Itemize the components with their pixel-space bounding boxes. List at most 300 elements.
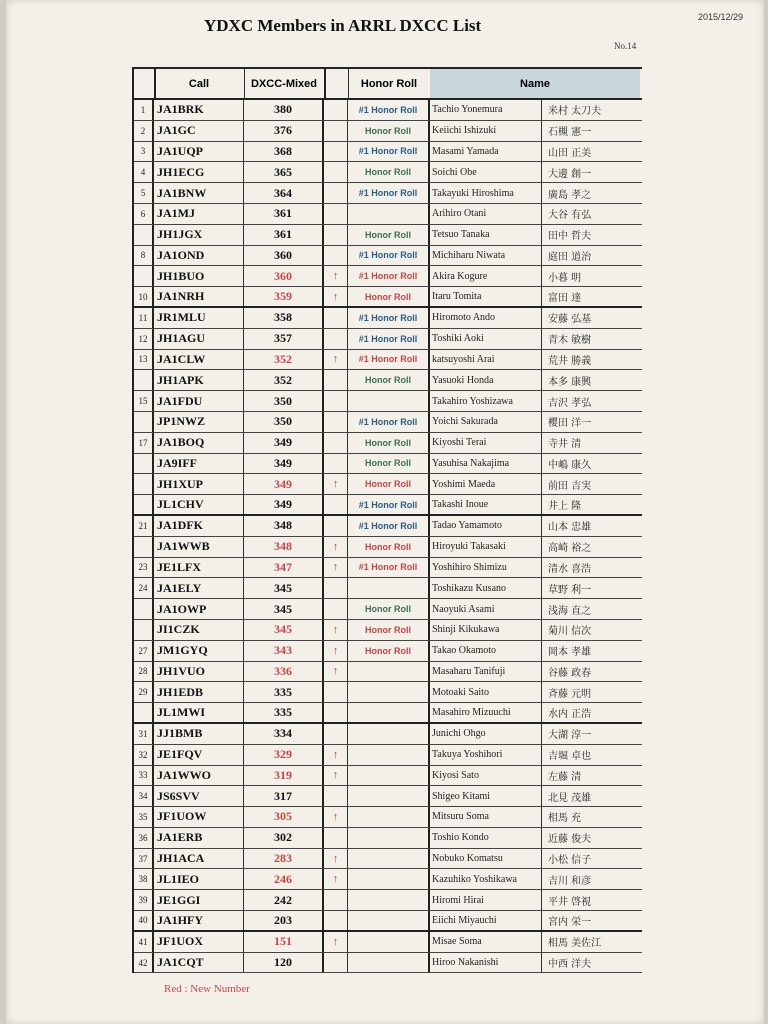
name-en-cell: Akira Kogure (430, 266, 542, 286)
name-en-cell: Itaru Tomita (430, 287, 542, 306)
name-en-cell: Kiyoshi Terai (430, 433, 542, 453)
dxcc-count-cell: 368 (244, 142, 324, 162)
name-jp-cell: 斉藤 元明 (548, 688, 592, 700)
new-arrow-cell: ↑ (324, 641, 348, 661)
table-row (134, 766, 642, 787)
table-row (134, 558, 642, 579)
name-en-cell: Masaharu Tanifuji (430, 662, 542, 682)
table-row (134, 911, 642, 932)
new-arrow-cell (324, 890, 348, 910)
table-row (134, 662, 642, 683)
new-arrow-cell (324, 599, 348, 619)
name-en-cell: Takashi Inoue (430, 495, 542, 514)
table-row (134, 724, 642, 745)
honor-roll-cell (348, 204, 430, 224)
rank-cell: 29 (134, 682, 154, 702)
dxcc-count-cell: 350 (244, 391, 324, 411)
table-row (134, 454, 642, 475)
table-row (134, 225, 642, 246)
dxcc-count-cell: 365 (244, 162, 324, 182)
name-en-cell: Toshiki Aoki (430, 329, 542, 349)
name-en-cell: Shinji Kikukawa (430, 620, 542, 640)
honor-roll-cell: #1 Honor Roll (348, 100, 430, 120)
honor-roll-cell (348, 828, 430, 848)
rank-cell (134, 599, 154, 619)
dxcc-count-cell: 345 (244, 599, 324, 619)
name-jp-cell: 山本 忠雄 (548, 522, 592, 534)
rank-cell: 35 (134, 807, 154, 827)
table-row (134, 204, 642, 225)
table-row (134, 516, 642, 537)
name-jp-cell: 井上 隆 (548, 501, 582, 513)
name-jp-cell: 庭田 道治 (548, 251, 592, 263)
honor-roll-cell: Honor Roll (348, 599, 430, 619)
table-row (134, 142, 642, 163)
callsign-cell: JR1MLU (154, 308, 244, 328)
new-arrow-cell: ↑ (324, 537, 348, 557)
table-body (134, 100, 642, 973)
rank-cell: 12 (134, 329, 154, 349)
name-en-cell: Yoichi Sakurada (430, 412, 542, 432)
table-row (134, 849, 642, 870)
name-en-cell: Mitsuru Soma (430, 807, 542, 827)
callsign-cell: JE1GGI (154, 890, 244, 910)
callsign-cell: JH1EDB (154, 682, 244, 702)
name-en-cell: Misae Soma (430, 932, 542, 952)
table-row (134, 953, 642, 974)
honor-roll-cell: #1 Honor Roll (348, 495, 430, 514)
callsign-cell: JA1DFK (154, 516, 244, 536)
new-arrow-cell (324, 911, 348, 930)
name-jp-cell: 本多 康興 (548, 376, 592, 388)
rank-cell: 42 (134, 953, 154, 973)
rank-cell: 1 (134, 100, 154, 120)
honor-roll-cell (348, 391, 430, 411)
honor-roll-cell: #1 Honor Roll (348, 308, 430, 328)
rank-cell: 40 (134, 911, 154, 930)
callsign-cell: JH1XUP (154, 474, 244, 494)
dxcc-count-cell: 120 (244, 953, 324, 973)
new-arrow-cell (324, 828, 348, 848)
rank-cell: 17 (134, 433, 154, 453)
dxcc-count-cell: 348 (244, 516, 324, 536)
callsign-cell: JA1CLW (154, 350, 244, 370)
document-page (6, 0, 764, 1024)
table-row (134, 329, 642, 350)
callsign-cell: JH1JGX (154, 225, 244, 245)
name-jp-cell: 浅海 直之 (548, 605, 592, 617)
name-en-cell: Kiyosi Sato (430, 766, 542, 786)
dxcc-count-cell: 348 (244, 537, 324, 557)
callsign-cell: JA1BNW (154, 183, 244, 203)
new-arrow-cell: ↑ (324, 620, 348, 640)
dxcc-count-cell: 336 (244, 662, 324, 682)
callsign-cell: JA1UQP (154, 142, 244, 162)
new-arrow-cell: ↑ (324, 474, 348, 494)
table-row (134, 786, 642, 807)
name-en-cell: Arihiro Otani (430, 204, 542, 224)
rank-cell: 39 (134, 890, 154, 910)
rank-cell: 38 (134, 869, 154, 889)
name-jp-cell: 相馬 充 (548, 813, 582, 825)
new-arrow-cell (324, 578, 348, 598)
callsign-cell: JA1GC (154, 121, 244, 141)
honor-roll-cell: #1 Honor Roll (348, 350, 430, 370)
name-jp-cell: 吉沢 孝弘 (548, 397, 592, 409)
name-jp-cell: 宮内 栄一 (548, 916, 592, 928)
callsign-cell: JA1CQT (154, 953, 244, 973)
new-arrow-cell (324, 516, 348, 536)
new-arrow-cell (324, 183, 348, 203)
name-jp-cell: 山田 正美 (548, 147, 592, 159)
new-arrow-cell (324, 953, 348, 973)
name-en-cell: Tachio Yonemura (430, 100, 542, 120)
name-en-cell: Takao Okamoto (430, 641, 542, 661)
callsign-cell: JI1CZK (154, 620, 244, 640)
name-jp-cell: 櫻田 洋一 (548, 418, 592, 430)
dxcc-count-cell: 357 (244, 329, 324, 349)
new-arrow-cell (324, 329, 348, 349)
table-row (134, 391, 642, 412)
honor-roll-cell: #1 Honor Roll (348, 558, 430, 578)
callsign-cell: JA9IFF (154, 454, 244, 474)
rank-cell: 36 (134, 828, 154, 848)
table-row (134, 100, 642, 121)
new-arrow-cell: ↑ (324, 807, 348, 827)
rank-cell: 27 (134, 641, 154, 661)
new-arrow-cell (324, 162, 348, 182)
new-arrow-cell: ↑ (324, 350, 348, 370)
table-header (134, 69, 642, 100)
new-arrow-cell: ↑ (324, 932, 348, 952)
callsign-cell: JA1ELY (154, 578, 244, 598)
new-arrow-cell (324, 121, 348, 141)
name-en-cell: Tadao Yamamoto (430, 516, 542, 536)
name-en-cell: Junichi Ohgo (430, 724, 542, 744)
table-row (134, 162, 642, 183)
new-arrow-cell (324, 204, 348, 224)
honor-roll-cell (348, 807, 430, 827)
dxcc-count-cell: 360 (244, 246, 324, 266)
new-arrow-cell: ↑ (324, 849, 348, 869)
new-arrow-cell (324, 433, 348, 453)
name-en-cell: Toshio Kondo (430, 828, 542, 848)
name-jp-cell: 北見 茂雄 (548, 792, 592, 804)
honor-roll-cell: Honor Roll (348, 537, 430, 557)
new-arrow-cell (324, 100, 348, 120)
callsign-cell: JA1HFY (154, 911, 244, 930)
callsign-cell: JA1FDU (154, 391, 244, 411)
header-dxcc: DXCC-Mixed (244, 69, 326, 98)
table-row (134, 287, 642, 308)
new-arrow-cell (324, 246, 348, 266)
table-row (134, 828, 642, 849)
new-arrow-cell: ↑ (324, 558, 348, 578)
name-jp-cell: 富田 達 (548, 293, 582, 305)
sheet-number: No.14 (614, 41, 637, 51)
honor-roll-cell: #1 Honor Roll (348, 516, 430, 536)
callsign-cell: JM1GYQ (154, 641, 244, 661)
table-row (134, 183, 642, 204)
name-en-cell: Tetsuo Tanaka (430, 225, 542, 245)
honor-roll-cell: Honor Roll (348, 433, 430, 453)
honor-roll-cell: #1 Honor Roll (348, 183, 430, 203)
table-row (134, 537, 642, 558)
rank-cell: 8 (134, 246, 154, 266)
callsign-cell: JF1UOX (154, 932, 244, 952)
name-en-cell: Takahiro Yoshizawa (430, 391, 542, 411)
honor-roll-cell: Honor Roll (348, 225, 430, 245)
callsign-cell: JA1OND (154, 246, 244, 266)
name-jp-cell: 寺井 清 (548, 439, 582, 451)
dxcc-count-cell: 358 (244, 308, 324, 328)
name-jp-cell: 大邊 創一 (548, 168, 592, 180)
name-en-cell: Soichi Obe (430, 162, 542, 182)
print-date: 2015/12/29 (698, 12, 744, 22)
new-arrow-cell (324, 682, 348, 702)
callsign-cell: JH1VUO (154, 662, 244, 682)
honor-roll-cell: Honor Roll (348, 370, 430, 390)
name-en-cell: katsuyoshi Arai (430, 350, 542, 370)
dxcc-count-cell: 335 (244, 703, 324, 722)
name-jp-cell: 水内 正浩 (548, 709, 592, 720)
dxcc-count-cell: 345 (244, 620, 324, 640)
rank-cell: 4 (134, 162, 154, 182)
honor-roll-cell (348, 745, 430, 765)
name-jp-cell: 左藤 清 (548, 771, 582, 783)
table-row (134, 246, 642, 267)
rank-cell: 32 (134, 745, 154, 765)
honor-roll-cell (348, 890, 430, 910)
dxcc-count-cell: 246 (244, 869, 324, 889)
name-en-cell: Nobuko Komatsu (430, 849, 542, 869)
rank-cell: 10 (134, 287, 154, 306)
new-arrow-cell: ↑ (324, 287, 348, 306)
table-row (134, 474, 642, 495)
callsign-cell: JA1WWB (154, 537, 244, 557)
rank-cell: 37 (134, 849, 154, 869)
name-jp-cell: 前田 吉実 (548, 480, 592, 492)
new-arrow-cell (324, 225, 348, 245)
honor-roll-cell: Honor Roll (348, 641, 430, 661)
page-title: YDXC Members in ARRL DXCC List (204, 16, 482, 35)
new-arrow-cell: ↑ (324, 266, 348, 286)
new-arrow-cell: ↑ (324, 869, 348, 889)
name-jp-cell: 荒井 勝義 (548, 355, 592, 367)
callsign-cell: JH1APK (154, 370, 244, 390)
rank-cell (134, 266, 154, 286)
callsign-cell: JA1NRH (154, 287, 244, 306)
new-arrow-cell (324, 308, 348, 328)
header-arrow (324, 69, 349, 98)
dxcc-count-cell: 360 (244, 266, 324, 286)
name-jp-cell: 中西 洋夫 (548, 959, 592, 971)
honor-roll-cell (348, 578, 430, 598)
rank-cell: 23 (134, 558, 154, 578)
name-jp-cell: 吉川 和彦 (548, 875, 592, 887)
dxcc-count-cell: 359 (244, 287, 324, 306)
rank-cell: 28 (134, 662, 154, 682)
name-en-cell: Toshikazu Kusano (430, 578, 542, 598)
members-table (132, 67, 642, 973)
dxcc-count-cell: 319 (244, 766, 324, 786)
callsign-cell: JF1UOW (154, 807, 244, 827)
honor-roll-cell (348, 786, 430, 806)
table-row (134, 620, 642, 641)
honor-roll-cell: Honor Roll (348, 620, 430, 640)
table-row (134, 578, 642, 599)
table-row (134, 495, 642, 516)
callsign-cell: JE1FQV (154, 745, 244, 765)
name-jp-cell: 小暮 明 (548, 272, 582, 284)
name-jp-cell: 大谷 有弘 (548, 210, 592, 222)
table-row (134, 807, 642, 828)
rank-cell: 13 (134, 350, 154, 370)
rank-cell (134, 412, 154, 432)
table-row (134, 745, 642, 766)
name-en-cell: Michiharu Niwata (430, 246, 542, 266)
new-arrow-cell: ↑ (324, 662, 348, 682)
callsign-cell: JA1BOQ (154, 433, 244, 453)
rank-cell (134, 537, 154, 557)
dxcc-count-cell: 361 (244, 204, 324, 224)
name-jp-cell: 谷藤 政春 (548, 667, 592, 679)
honor-roll-cell (348, 682, 430, 702)
dxcc-count-cell: 302 (244, 828, 324, 848)
new-arrow-cell (324, 703, 348, 722)
name-jp-cell: 石槻 憲一 (548, 127, 592, 139)
name-jp-cell: 相馬 美佐江 (548, 938, 602, 950)
new-arrow-cell (324, 454, 348, 474)
honor-roll-cell (348, 703, 430, 722)
callsign-cell: JA1MJ (154, 204, 244, 224)
dxcc-count-cell: 343 (244, 641, 324, 661)
callsign-cell: JL1MWI (154, 703, 244, 722)
rank-cell (134, 474, 154, 494)
dxcc-count-cell: 334 (244, 724, 324, 744)
name-en-cell: Keiichi Ishizuki (430, 121, 542, 141)
callsign-cell: JS6SVV (154, 786, 244, 806)
rank-cell (134, 620, 154, 640)
rank-cell: 33 (134, 766, 154, 786)
dxcc-count-cell: 329 (244, 745, 324, 765)
name-en-cell: Yasuoki Honda (430, 370, 542, 390)
dxcc-count-cell: 349 (244, 495, 324, 514)
honor-roll-cell (348, 869, 430, 889)
new-arrow-cell (324, 391, 348, 411)
table-row (134, 641, 642, 662)
name-en-cell: Hiromoto Ando (430, 308, 542, 328)
dxcc-count-cell: 283 (244, 849, 324, 869)
rank-cell: 2 (134, 121, 154, 141)
table-row (134, 869, 642, 890)
name-en-cell: Motoaki Saito (430, 682, 542, 702)
name-jp-cell: 岡本 孝雄 (548, 647, 592, 659)
rank-cell: 24 (134, 578, 154, 598)
table-row (134, 412, 642, 433)
callsign-cell: JJ1BMB (154, 724, 244, 744)
rank-cell: 41 (134, 932, 154, 952)
honor-roll-cell: Honor Roll (348, 474, 430, 494)
rank-cell: 34 (134, 786, 154, 806)
dxcc-count-cell: 352 (244, 350, 324, 370)
name-jp-cell: 青木 敏樹 (548, 335, 592, 347)
name-en-cell: Naoyuki Asami (430, 599, 542, 619)
rank-cell (134, 454, 154, 474)
name-jp-cell: 高崎 裕之 (548, 543, 592, 555)
dxcc-count-cell: 305 (244, 807, 324, 827)
name-jp-cell: 草野 利一 (548, 584, 592, 596)
name-en-cell: Shigeo Kitami (430, 786, 542, 806)
callsign-cell: JA1ERB (154, 828, 244, 848)
name-en-cell: Hiromi Hirai (430, 890, 542, 910)
dxcc-count-cell: 347 (244, 558, 324, 578)
dxcc-count-cell: 349 (244, 433, 324, 453)
rank-cell: 3 (134, 142, 154, 162)
new-arrow-cell (324, 495, 348, 514)
name-jp-cell: 田中 哲夫 (548, 231, 592, 243)
new-arrow-cell: ↑ (324, 745, 348, 765)
dxcc-count-cell: 376 (244, 121, 324, 141)
name-en-cell: Kazuhiko Yoshikawa (430, 869, 542, 889)
name-jp-cell: 米村 太刀夫 (548, 106, 602, 118)
honor-roll-cell: Honor Roll (348, 121, 430, 141)
table-row (134, 370, 642, 391)
name-jp-cell: 小松 信子 (548, 855, 592, 867)
dxcc-count-cell: 317 (244, 786, 324, 806)
callsign-cell: JP1NWZ (154, 412, 244, 432)
rank-cell: 21 (134, 516, 154, 536)
dxcc-count-cell: 349 (244, 474, 324, 494)
table-row (134, 703, 642, 724)
honor-roll-cell (348, 849, 430, 869)
name-jp-cell: 菊川 信次 (548, 626, 592, 638)
table-row (134, 308, 642, 329)
name-en-cell: Hiroyuki Takasaki (430, 537, 542, 557)
name-en-cell: Hiroo Nakanishi (430, 953, 542, 973)
honor-roll-cell: #1 Honor Roll (348, 246, 430, 266)
honor-roll-cell: #1 Honor Roll (348, 329, 430, 349)
callsign-cell: JH1AGU (154, 329, 244, 349)
rank-cell (134, 703, 154, 722)
name-en-cell: Yoshimi Maeda (430, 474, 542, 494)
rank-cell: 31 (134, 724, 154, 744)
dxcc-count-cell: 203 (244, 911, 324, 930)
rank-cell: 5 (134, 183, 154, 203)
header-name: Name (430, 69, 640, 98)
dxcc-count-cell: 350 (244, 412, 324, 432)
dxcc-count-cell: 151 (244, 932, 324, 952)
name-jp-cell: 吉堀 卓也 (548, 751, 592, 763)
honor-roll-cell (348, 953, 430, 973)
dxcc-count-cell: 352 (244, 370, 324, 390)
honor-roll-cell (348, 766, 430, 786)
honor-roll-cell (348, 724, 430, 744)
honor-roll-cell: #1 Honor Roll (348, 266, 430, 286)
name-en-cell: Masahiro Mizuuchi (430, 703, 542, 722)
name-jp-cell: 清水 喜浩 (548, 563, 592, 575)
new-arrow-cell (324, 370, 348, 390)
callsign-cell: JL1CHV (154, 495, 244, 514)
dxcc-count-cell: 335 (244, 682, 324, 702)
honor-roll-cell: #1 Honor Roll (348, 412, 430, 432)
callsign-cell: JA1WWO (154, 766, 244, 786)
table-row (134, 350, 642, 371)
dxcc-count-cell: 349 (244, 454, 324, 474)
dxcc-count-cell: 364 (244, 183, 324, 203)
name-en-cell: Takuya Yoshihori (430, 745, 542, 765)
dxcc-count-cell: 361 (244, 225, 324, 245)
